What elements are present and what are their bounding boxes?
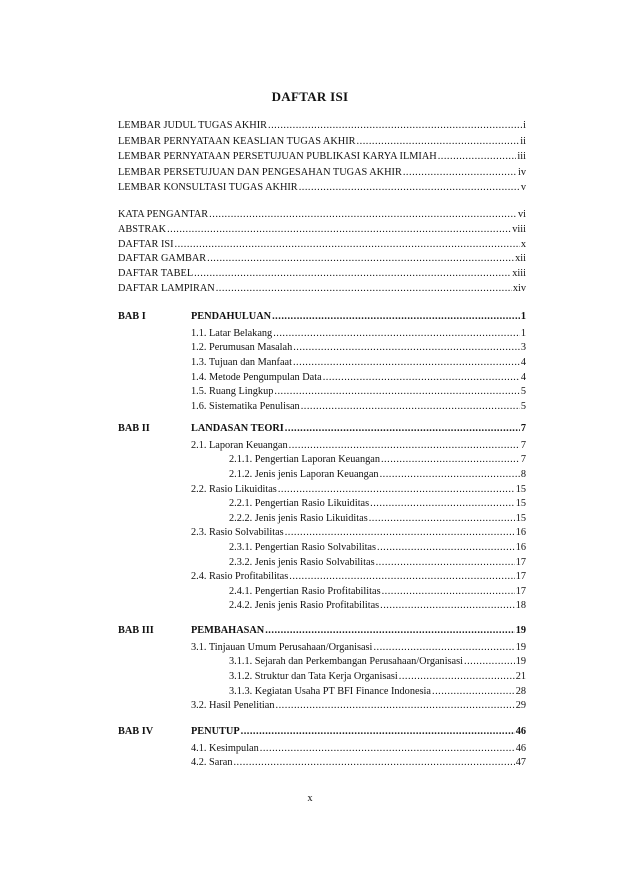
toc-entry-text: 1.3. Tujuan dan Manfaat — [191, 356, 292, 368]
toc-entry-page: 1 — [520, 311, 526, 322]
toc-entry-page: x — [520, 238, 526, 250]
toc-entry-page: 4 — [520, 371, 526, 383]
toc-entry-subsection — [229, 497, 526, 511]
toc-entry-page: 19 — [515, 656, 526, 668]
toc-entry-text: 2.3.1. Pengertian Rasio Solvabilitas — [229, 541, 377, 553]
toc-entry-text: LEMBAR KONSULTASI TUGAS AKHIR — [118, 182, 298, 193]
toc-entry-text: 1.4. Metode Pengumpulan Data — [191, 371, 322, 383]
chapter-label: BAB I — [118, 311, 146, 322]
toc-entry-text: ABSTRAK — [118, 223, 167, 235]
toc-entry-text: 2.2.1. Pengertian Rasio Likuiditas — [229, 498, 370, 510]
toc-entry-text: PEMBAHASAN — [191, 625, 265, 636]
toc-entry-section — [191, 356, 526, 370]
toc-entry-subsection — [229, 556, 526, 570]
toc-entry-section — [191, 699, 526, 713]
toc-entry-page: 19 — [515, 625, 526, 636]
dot-leader — [278, 483, 515, 497]
dot-leader — [370, 497, 515, 511]
toc-entry-prelim — [118, 282, 526, 296]
dot-leader — [207, 252, 514, 266]
toc-entry-page: 46 — [515, 742, 526, 754]
toc-entry-section — [191, 371, 526, 385]
toc-entry-subsection — [229, 670, 526, 684]
toc-entry-page: ii — [520, 135, 526, 147]
toc-entry-chapter — [191, 422, 526, 436]
dot-leader — [438, 150, 517, 164]
toc-entry-text: 1.2. Perumusan Masalah — [191, 342, 293, 354]
toc-entry-chapter — [191, 725, 526, 739]
toc-entry-page: vi — [517, 209, 526, 220]
toc-entry-page: 15 — [515, 483, 526, 495]
dot-leader — [377, 541, 515, 555]
toc-entry-front — [118, 119, 526, 133]
toc-entry-section — [191, 756, 526, 770]
toc-entry-page: v — [520, 182, 526, 193]
dot-leader — [276, 699, 515, 713]
toc-entry-text: LEMBAR PERNYATAAN PERSETUJUAN PUBLIKASI KARYA ILMIAH — [118, 151, 437, 162]
toc-entry-section — [191, 570, 526, 584]
toc-entry-page: 7 — [520, 423, 526, 434]
dot-leader — [293, 341, 520, 355]
toc-entry-subsection — [229, 685, 526, 699]
toc-entry-page: 7 — [520, 454, 526, 466]
dot-leader — [268, 119, 522, 133]
toc-entry-text: 4.2. Saran — [191, 757, 233, 769]
toc-entry-page: 18 — [515, 600, 526, 612]
toc-entry-text: 2.4.2. Jenis jenis Rasio Profitabilitas — [229, 600, 380, 612]
toc-entry-prelim — [118, 238, 526, 252]
dot-leader — [432, 685, 515, 699]
chapter-label: BAB III — [118, 625, 154, 636]
toc-entry-page: 15 — [515, 512, 526, 524]
toc-entry-page: 29 — [515, 700, 526, 712]
dot-leader — [273, 327, 520, 341]
toc-entry-text: 3.1.2. Struktur dan Tata Kerja Organisasi — [229, 670, 398, 682]
toc-entry-text: PENUTUP — [191, 726, 240, 737]
toc-entry-section — [191, 327, 526, 341]
dot-leader — [293, 356, 520, 370]
dot-leader — [260, 742, 515, 756]
dot-leader — [323, 371, 520, 385]
toc-entry-prelim — [118, 223, 526, 237]
toc-entry-text: LEMBAR JUDUL TUGAS AKHIR — [118, 120, 268, 131]
toc-entry-section — [191, 641, 526, 655]
toc-entry-subsection — [229, 468, 526, 482]
toc-entry-text: LEMBAR PERNYATAAN KEASLIAN TUGAS AKHIR — [118, 135, 356, 147]
toc-entry-section — [191, 400, 526, 414]
toc-entry-page: 4 — [520, 356, 526, 368]
toc-entry-section — [191, 385, 526, 399]
toc-entry-text: LEMBAR PERSETUJUAN DAN PENGESAHAN TUGAS AKHIR — [118, 166, 402, 178]
toc-entry-text: DAFTAR ISI — [118, 238, 174, 250]
dot-leader — [233, 756, 514, 770]
toc-entry-text: DAFTAR TABEL — [118, 268, 194, 280]
toc-entry-page: 17 — [515, 556, 526, 568]
toc-entry-prelim — [118, 252, 526, 266]
toc-entry-text: 1.1. Latar Belakang — [191, 327, 273, 339]
toc-entry-page: 5 — [520, 386, 526, 398]
dot-leader — [194, 267, 511, 281]
page-title: DAFTAR ISI — [271, 89, 349, 104]
toc-entry-prelim — [118, 267, 526, 281]
toc-entry-text: 2.2.2. Jenis jenis Rasio Likuiditas — [229, 512, 368, 524]
dot-leader — [380, 599, 515, 613]
toc-entry-front — [118, 135, 526, 149]
dot-leader — [380, 468, 520, 482]
toc-entry-page: 5 — [520, 400, 526, 412]
toc-entry-page: viii — [512, 223, 526, 235]
dot-leader — [357, 135, 520, 149]
toc-entry-page: 21 — [515, 670, 526, 682]
dot-leader — [274, 385, 519, 399]
toc-entry-subsection — [229, 453, 526, 467]
dot-leader — [167, 223, 511, 237]
toc-entry-page: 8 — [520, 468, 526, 480]
toc-entry-page: i — [523, 120, 526, 131]
toc-entry-text: LANDASAN TEORI — [191, 423, 284, 434]
toc-entry-page: 17 — [515, 571, 526, 583]
dot-leader — [272, 310, 520, 324]
page-number: x — [307, 793, 313, 804]
toc-entry-text: 3.1. Tinjauan Umum Perusahaan/Organisasi — [191, 641, 373, 653]
dot-leader — [175, 238, 520, 252]
toc-entry-text: 4.1. Kesimpulan — [191, 742, 259, 754]
dot-leader — [209, 208, 517, 222]
toc-entry-page: 15 — [515, 498, 526, 510]
toc-entry-text: DAFTAR GAMBAR — [118, 253, 207, 265]
toc-entry-page: 47 — [515, 757, 526, 769]
dot-leader — [301, 400, 520, 414]
toc-entry-page: xii — [515, 253, 526, 265]
dot-leader — [373, 641, 514, 655]
toc-entry-text: 1.6. Sistematika Penulisan — [191, 400, 300, 412]
toc-entry-text: 3.1.3. Kegiatan Usaha PT BFI Finance Indonesia — [229, 685, 431, 697]
toc-entry-section — [191, 483, 526, 497]
toc-entry-text: 3.1.1. Sejarah dan Perkembangan Perusahaan/Organisasi — [229, 656, 463, 668]
dot-leader — [241, 725, 515, 739]
toc-entry-page: iii — [517, 151, 526, 162]
toc-entry-front — [118, 150, 526, 164]
dot-leader — [464, 655, 515, 669]
toc-entry-page: 19 — [515, 641, 526, 653]
dot-leader — [381, 453, 520, 467]
toc-entry-page: 1 — [520, 327, 526, 339]
toc-entry-text: KATA PENGANTAR — [118, 209, 209, 220]
toc-entry-text: 2.1. Laporan Keuangan — [191, 439, 288, 451]
toc-entry-text: PENDAHULUAN — [191, 311, 272, 322]
chapter-label: BAB IV — [118, 726, 154, 737]
toc-entry-subsection — [229, 541, 526, 555]
toc-entry-section — [191, 341, 526, 355]
toc-entry-page: iv — [517, 166, 526, 178]
toc-entry-page: 16 — [515, 541, 526, 553]
toc-entry-front — [118, 181, 526, 195]
chapter-label: BAB II — [118, 423, 150, 434]
toc-entry-text: 2.4. Rasio Profitabilitas — [191, 571, 289, 583]
toc-entry-chapter — [191, 310, 526, 324]
toc-entry-page: xiv — [512, 283, 526, 294]
dot-leader — [399, 670, 515, 684]
toc-entry-page: 7 — [520, 439, 526, 451]
toc-entry-prelim — [118, 208, 526, 222]
toc-entry-section — [191, 742, 526, 756]
dot-leader — [285, 526, 515, 540]
dot-leader — [403, 166, 517, 180]
dot-leader — [285, 422, 520, 436]
toc-entry-page: 16 — [515, 527, 526, 539]
toc-entry-text: 2.3.2. Jenis jenis Rasio Solvabilitas — [229, 556, 375, 568]
toc-entry-text: 2.3. Rasio Solvabilitas — [191, 527, 284, 539]
dot-leader — [265, 624, 514, 638]
toc-entry-page: 28 — [515, 685, 526, 697]
toc-entry-subsection — [229, 585, 526, 599]
dot-leader — [289, 439, 520, 453]
toc-entry-text: 2.1.1. Pengertian Laporan Keuangan — [229, 454, 380, 466]
toc-entry-text: DAFTAR LAMPIRAN — [118, 283, 215, 294]
toc-entry-text: 2.1.2. Jenis jenis Laporan Keuangan — [229, 468, 379, 480]
toc-entry-text: 1.5. Ruang Lingkup — [191, 386, 274, 398]
dot-leader — [369, 512, 515, 526]
toc-entry-subsection — [229, 655, 526, 669]
dot-leader — [376, 556, 515, 570]
dot-leader — [382, 585, 515, 599]
toc-entry-subsection — [229, 512, 526, 526]
toc-entry-section — [191, 439, 526, 453]
toc-entry-section — [191, 526, 526, 540]
toc-entry-page: xiii — [512, 268, 526, 280]
dot-leader — [289, 570, 514, 584]
toc-entry-page: 3 — [520, 342, 526, 354]
toc-entry-text: 3.2. Hasil Penelitian — [191, 700, 275, 712]
toc-entry-chapter — [191, 624, 526, 638]
dot-leader — [216, 282, 512, 296]
toc-entry-page: 46 — [515, 726, 526, 737]
toc-entry-front — [118, 166, 526, 180]
toc-entry-page: 17 — [515, 585, 526, 597]
toc-entry-text: 2.4.1. Pengertian Rasio Profitabilitas — [229, 585, 381, 597]
toc-entry-text: 2.2. Rasio Likuiditas — [191, 483, 277, 495]
toc-entry-subsection — [229, 599, 526, 613]
dot-leader — [299, 181, 520, 195]
